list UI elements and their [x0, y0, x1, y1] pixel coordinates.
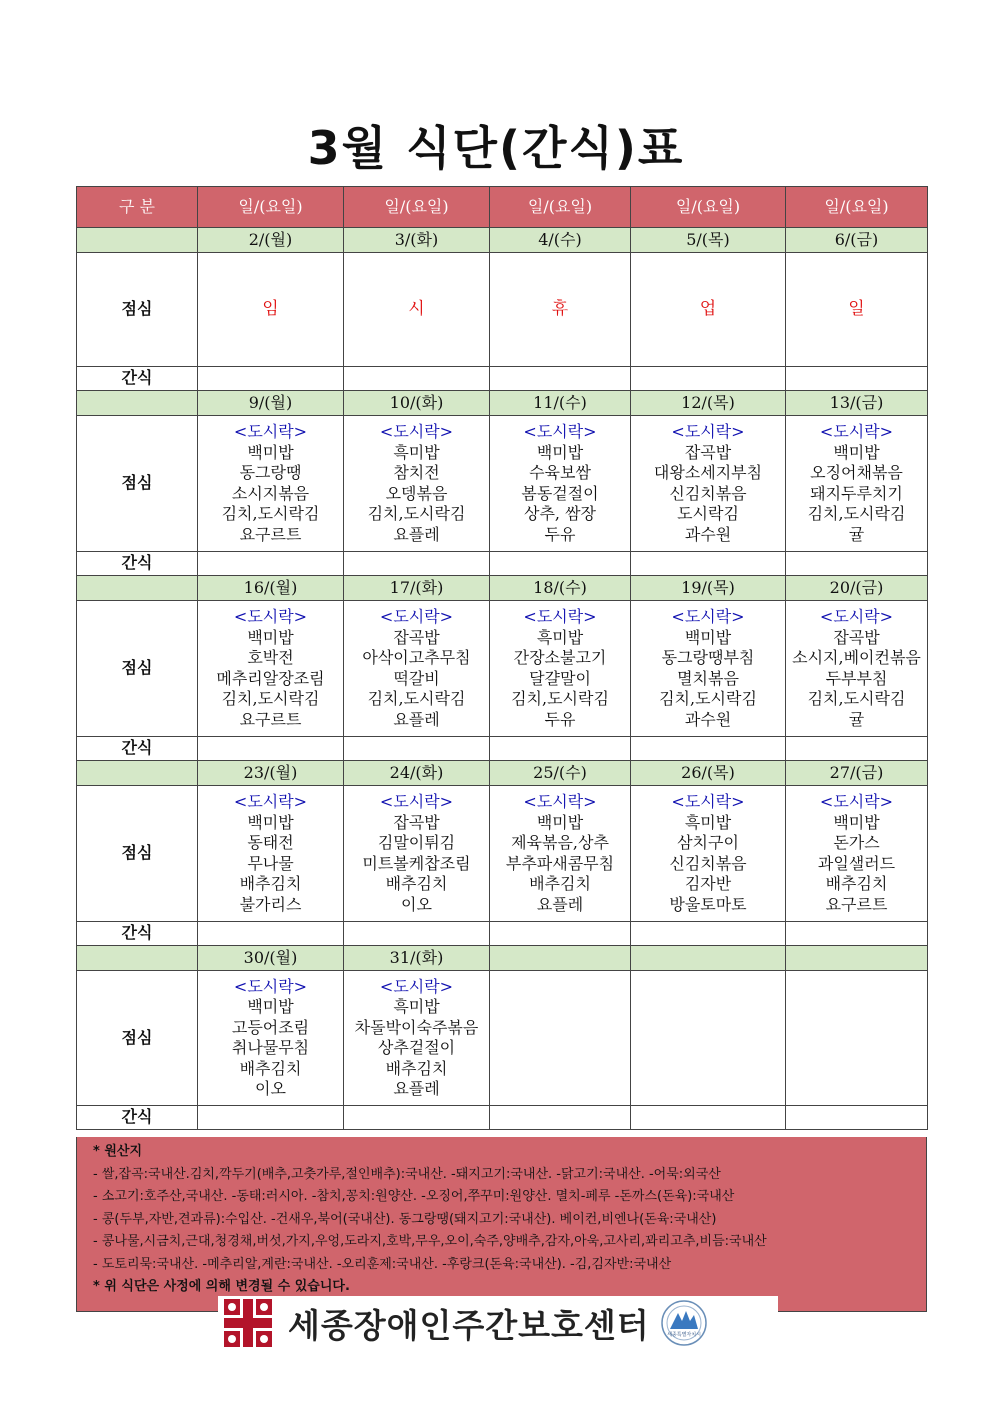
sejong-emblem-icon [660, 1299, 708, 1347]
menu-cell [198, 416, 344, 552]
menu-item: 과수원 [684, 524, 732, 544]
menu-item: 과일샐러드 [817, 853, 896, 873]
menu-item: 김치,도시락김 [221, 689, 320, 708]
menu-cell [198, 786, 344, 922]
notes-heading: * 원산지 [93, 1144, 142, 1159]
date-cell: 16/(월) [198, 576, 344, 601]
holiday-cell: 일 [786, 253, 928, 367]
footer-banner [218, 1296, 778, 1350]
menu-item: 메추리알장조림 [216, 668, 325, 688]
menu-item: 김치,도시락김 [367, 689, 466, 708]
snack-cell [786, 1106, 928, 1130]
dosirak-label: <도시락> [671, 792, 745, 811]
date-cell: 20/(금) [786, 576, 928, 601]
menu-item: 백미밥 [536, 812, 584, 832]
menu-item: 김치,도시락김 [511, 689, 609, 708]
dosirak-label: <도시락> [379, 792, 454, 811]
snack-label: 간식 [77, 552, 198, 576]
menu-item: 동태전 [247, 833, 294, 852]
menu-cell [344, 416, 490, 552]
date-cell: 12/(목) [631, 391, 786, 416]
menu-item: 아삭이고추무침 [362, 648, 471, 667]
date-cell: 26/(목) [631, 761, 786, 786]
lunch-label: 점심 [77, 253, 198, 367]
date-cell: 10/(화) [344, 391, 490, 416]
page-title: 3월 식단(간식)표 [307, 121, 685, 175]
table-header-row [77, 187, 928, 228]
snack-cell [490, 737, 631, 761]
date-cell: 2/(월) [198, 228, 344, 253]
menu-item: 소시지볶음 [231, 483, 310, 503]
menu-item: 김치,도시락김 [807, 504, 906, 523]
menu-item: 흑미밥 [684, 812, 732, 832]
lunch-label: 점심 [77, 601, 198, 737]
date-cell: 24/(화) [344, 761, 490, 786]
menu-item: 수육보쌈 [529, 463, 591, 482]
snack-row [77, 367, 928, 391]
snack-row [77, 1106, 928, 1130]
menu-item: 봄동겉절이 [521, 483, 599, 503]
holiday-cell: 휴 [490, 253, 631, 367]
menu-cell [344, 786, 490, 922]
org-name: 세종장애인주간보호센터 [288, 1305, 650, 1345]
menu-item: 배추김치 [825, 874, 888, 893]
date-cell [631, 946, 786, 971]
menu-item: 참치전 [393, 463, 440, 482]
header-day: 일/(요일) [786, 187, 928, 228]
origin-notes [76, 1137, 927, 1312]
menu-cell [198, 601, 344, 737]
menu-item: 귤 [848, 524, 865, 544]
snack-cell [198, 1106, 344, 1130]
menu-item: 배추김치 [385, 874, 448, 893]
snack-cell [198, 922, 344, 946]
date-cell: 23/(월) [198, 761, 344, 786]
date-row [77, 946, 928, 971]
date-cell: 19/(목) [631, 576, 786, 601]
snack-cell [198, 552, 344, 576]
lunch-row [77, 416, 928, 552]
snack-cell [631, 367, 786, 391]
menu-item: 신김치볶음 [669, 853, 747, 873]
menu-item: 요구르트 [239, 524, 302, 544]
date-row [77, 761, 928, 786]
notes-line: - 소고기:호주산,국내산. -동태:러시아. -참치,꽁치:원양산. -오징어,쭈꾸미:원양산. 멸치-페루 -돈까스(돈육):국내산 [93, 1189, 735, 1204]
snack-cell [344, 367, 490, 391]
menu-item: 신김치볶음 [669, 483, 747, 503]
menu-item: 흑미밥 [393, 442, 440, 462]
menu-item: 배추김치 [239, 874, 302, 893]
menu-item: 고등어조림 [231, 1017, 310, 1037]
menu-item: 백미밥 [247, 997, 294, 1016]
menu-item: 요구르트 [825, 894, 888, 914]
snack-cell [786, 367, 928, 391]
menu-item: 귤 [848, 709, 865, 729]
date-cell: 13/(금) [786, 391, 928, 416]
menu-item: 불가리스 [239, 894, 302, 914]
menu-item: 소시지,베이컨볶음 [792, 648, 921, 667]
snack-row [77, 737, 928, 761]
date-row [77, 228, 928, 253]
menu-item: 배추김치 [239, 1058, 302, 1078]
date-cell: 25/(수) [490, 761, 631, 786]
menu-item: 흑미밥 [536, 627, 584, 647]
dosirak-label: <도시락> [379, 422, 454, 441]
menu-item: 배추김치 [385, 1058, 448, 1078]
menu-item: 백미밥 [247, 442, 294, 462]
menu-item: 돈가스 [833, 833, 880, 852]
menu-item: 김말이튀김 [377, 833, 456, 852]
lunch-row [77, 786, 928, 922]
menu-item: 취나물무침 [231, 1038, 310, 1057]
menu-item: 제육볶음,상추 [511, 833, 609, 852]
menu-cell [198, 971, 344, 1106]
snack-row [77, 552, 928, 576]
header-category: 구 분 [77, 187, 198, 228]
menu-item: 잡곡밥 [833, 627, 880, 647]
dosirak-label: <도시락> [819, 792, 894, 811]
date-cell: 31/(화) [344, 946, 490, 971]
snack-cell [631, 552, 786, 576]
menu-item: 김치,도시락김 [807, 689, 906, 708]
snack-cell [490, 1106, 631, 1130]
date-row-label [77, 228, 198, 253]
dosirak-label: <도시락> [233, 422, 308, 441]
lunch-label: 점심 [77, 971, 198, 1106]
date-cell: 17/(화) [344, 576, 490, 601]
notes-line: - 쌀,잡곡:국내산.김치,깍두기(배추,고춧가루,절인배추):국내산. -돼지고기:국내산. -닭고기:국내산. -어묵:외국산 [93, 1166, 721, 1182]
menu-item: 두유 [544, 524, 576, 544]
menu-item: 오뎅볶음 [385, 483, 448, 503]
date-cell: 4/(수) [490, 228, 631, 253]
date-row-label [77, 576, 198, 601]
header-day: 일/(요일) [198, 187, 344, 228]
notes-line: - 콩(두부,자반,견과류):수입산. -건새우,북어(국내산). 동그랑땡(돼지고기:국내산). 베이컨,비엔나(돈육:국내산) [93, 1211, 717, 1227]
snack-cell [490, 552, 631, 576]
header-day: 일/(요일) [490, 187, 631, 228]
dosirak-label: <도시락> [233, 976, 308, 996]
menu-cell [631, 971, 786, 1106]
date-row [77, 391, 928, 416]
lunch-label: 점심 [77, 416, 198, 552]
menu-item: 달걀말이 [529, 668, 591, 688]
menu-item: 간장소불고기 [513, 648, 607, 667]
menu-item: 백미밥 [833, 812, 880, 832]
menu-cell [631, 786, 786, 922]
date-cell: 11/(수) [490, 391, 631, 416]
dosirak-label: <도시락> [379, 976, 454, 996]
date-cell: 18/(수) [490, 576, 631, 601]
menu-cell [344, 601, 490, 737]
menu-item: 오징어채볶음 [810, 463, 903, 482]
snack-label: 간식 [77, 737, 198, 761]
menu-item: 과수원 [684, 709, 732, 729]
date-row [77, 576, 928, 601]
date-row-label [77, 946, 198, 971]
date-cell: 9/(월) [198, 391, 344, 416]
menu-item: 백미밥 [247, 812, 294, 832]
snack-row [77, 922, 928, 946]
menu-item: 백미밥 [247, 627, 294, 647]
notes-line: - 도토리묵:국내산. -메추리알,계란:국내산. -오리훈제:국내산. -후랑크(돈육:국내산). -김,김자반:국내산 [93, 1256, 672, 1272]
menu-item: 백미밥 [833, 442, 880, 462]
snack-cell [344, 737, 490, 761]
emblem-label: 세종특별자치시 [666, 1332, 701, 1338]
menu-item: 김치,도시락김 [659, 689, 757, 708]
lunch-row [77, 601, 928, 737]
date-cell [786, 946, 928, 971]
snack-cell [631, 1106, 786, 1130]
menu-item: 동그랑땡부침 [661, 648, 755, 667]
menu-item: 요플레 [393, 1079, 440, 1098]
menu-item: 김치,도시락김 [221, 504, 320, 523]
menu-cell [786, 971, 928, 1106]
menu-item: 이오 [401, 894, 432, 914]
menu-item: 김자반 [684, 874, 732, 893]
menu-item: 잡곡밥 [393, 812, 440, 832]
menu-cell [786, 416, 928, 552]
menu-item: 김치,도시락김 [367, 504, 466, 523]
menu-cell [490, 786, 631, 922]
menu-item: 대왕소세지부침 [653, 463, 763, 482]
menu-item: 백미밥 [684, 627, 732, 647]
caritas-cross-icon [220, 1297, 276, 1349]
date-cell: 30/(월) [198, 946, 344, 971]
dosirak-label: <도시락> [819, 607, 894, 626]
notes-line: - 콩나물,시금치,근대,청경채,버섯,가지,우엉,도라지,호박,무우,오이,숙주,양배추,감자,아욱,고사리,꽈리고추,비듬:국내산 [93, 1234, 767, 1249]
snack-cell [786, 922, 928, 946]
menu-cell [631, 416, 786, 552]
dosirak-label: <도시락> [671, 607, 745, 626]
header-day: 일/(요일) [631, 187, 786, 228]
snack-cell [344, 1106, 490, 1130]
menu-cell [344, 971, 490, 1106]
snack-cell [490, 367, 631, 391]
menu-item: 멸치볶음 [677, 668, 739, 688]
menu-item: 부추파새콤무침 [505, 853, 615, 873]
menu-item: 요플레 [393, 524, 440, 544]
date-cell: 27/(금) [786, 761, 928, 786]
menu-item: 도시락김 [677, 504, 739, 523]
menu-cell [786, 601, 928, 737]
menu-item: 잡곡밥 [393, 627, 440, 647]
date-cell: 5/(목) [631, 228, 786, 253]
menu-table [76, 186, 928, 1130]
menu-item: 동그랑땡 [239, 463, 302, 482]
menu-cell [490, 601, 631, 737]
menu-item: 두부부침 [825, 668, 888, 688]
menu-item: 흑미밥 [393, 997, 440, 1016]
menu-item: 백미밥 [536, 442, 584, 462]
dosirak-label: <도시락> [523, 422, 597, 441]
menu-item: 미트볼케찹조림 [362, 853, 471, 873]
snack-cell [198, 367, 344, 391]
dosirak-label: <도시락> [233, 607, 308, 626]
dosirak-label: <도시락> [523, 792, 597, 811]
notes-line: * 위 식단은 사정에 의해 변경될 수 있습니다. [93, 1279, 350, 1294]
date-cell [490, 946, 631, 971]
menu-item: 돼지두루치기 [810, 483, 903, 503]
lunch-label: 점심 [77, 786, 198, 922]
snack-cell [631, 737, 786, 761]
snack-cell [344, 922, 490, 946]
dosirak-label: <도시락> [523, 607, 597, 626]
menu-item: 무나물 [247, 853, 294, 873]
menu-item: 방울토마토 [669, 894, 747, 914]
menu-item: 두유 [544, 709, 576, 729]
menu-item: 요구르트 [239, 709, 302, 729]
lunch-row [77, 253, 928, 367]
holiday-cell: 업 [631, 253, 786, 367]
menu-item: 이오 [255, 1079, 286, 1098]
menu-item: 상추겉절이 [377, 1038, 456, 1057]
snack-label: 간식 [77, 922, 198, 946]
snack-cell [198, 737, 344, 761]
snack-cell [786, 737, 928, 761]
snack-cell [344, 552, 490, 576]
menu-item: 배추김치 [529, 874, 591, 893]
menu-item: 상추, 쌈장 [524, 504, 596, 523]
menu-item: 호박전 [247, 648, 294, 667]
date-row-label [77, 761, 198, 786]
snack-cell [490, 922, 631, 946]
snack-label: 간식 [77, 1106, 198, 1130]
dosirak-label: <도시락> [671, 422, 745, 441]
date-cell: 6/(금) [786, 228, 928, 253]
menu-cell [490, 971, 631, 1106]
holiday-cell: 시 [344, 253, 490, 367]
dosirak-label: <도시락> [233, 792, 308, 811]
dosirak-label: <도시락> [819, 422, 894, 441]
holiday-cell: 임 [198, 253, 344, 367]
dosirak-label: <도시락> [379, 607, 454, 626]
menu-cell [631, 601, 786, 737]
snack-label: 간식 [77, 367, 198, 391]
menu-item: 차돌박이숙주볶음 [354, 1017, 479, 1037]
menu-item: 떡갈비 [393, 668, 440, 688]
menu-cell [786, 786, 928, 922]
menu-cell [490, 416, 631, 552]
date-row-label [77, 391, 198, 416]
menu-item: 잡곡밥 [684, 442, 732, 462]
header-day: 일/(요일) [344, 187, 490, 228]
snack-cell [631, 922, 786, 946]
menu-item: 삼치구이 [677, 833, 739, 852]
menu-item: 요플레 [536, 894, 584, 914]
snack-cell [786, 552, 928, 576]
date-cell: 3/(화) [344, 228, 490, 253]
menu-item: 요플레 [393, 709, 440, 729]
lunch-row [77, 971, 928, 1106]
